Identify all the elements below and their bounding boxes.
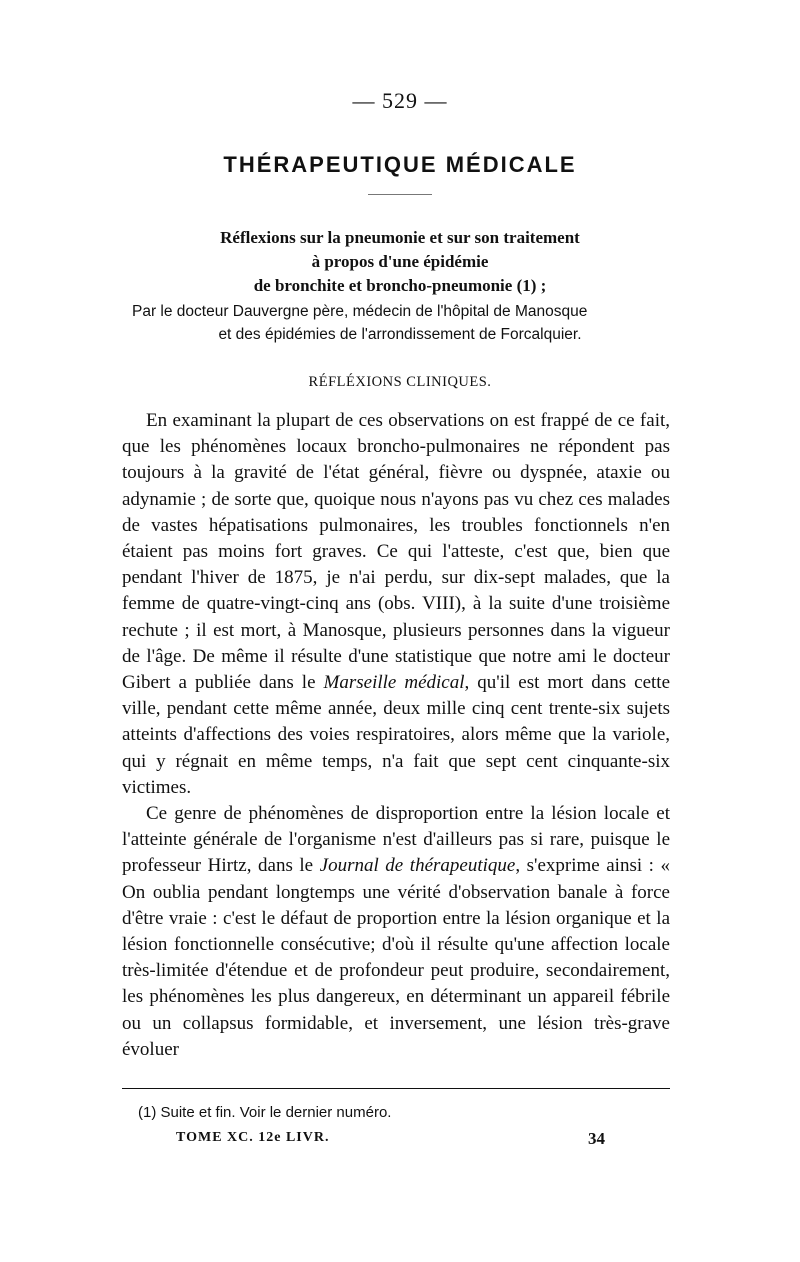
article-title [0,226,800,298]
byline-line: Par le docteur Dauvergne père, médecin de l'hôpital de Manosque [132,303,588,320]
article-title-line: Réflexions sur la pneumonie et sur son traitement [220,228,580,247]
footnote: (1) Suite et fin. Voir le dernier numéro. [138,1104,392,1121]
article-title-line: à propos d'une épidémie [311,252,489,271]
byline [132,300,668,346]
paragraph-text: En examinant la plupart de ces observations on est frappé de ce fait, que les phénomènes locaux broncho-pulmonaires ne répondent pas toujours à la gravité de l'état général, fièvre ou dyspnée, ataxie ou adynamie ; de sorte que, quoique nous n'ayons pas vu chez ces malades de vastes hépatisations pulmonaires, les troubles fonctionnels n'en étaient pas moins fort graves. Ce qui l'atteste, c'est que, bien que pendant l'hiver de 1875, je n'ai perdu, sur dix-sept malades, que la femme de quatre-vingt-cinq ans (obs. VIII), à la suite d'une troisième rechute ; il est mort, à Manosque, plusieurs personnes dans la vigueur de l'âge. De même il résulte d'une statistique que notre ami le docteur Gibert a publiée dans le [122,410,670,694]
body-paragraph [122,408,670,801]
signature-mark: TOME XC. 12e LIVR. [176,1130,330,1145]
article-body [122,408,670,1063]
journal-title: Marseille médical [323,672,465,694]
body-paragraph [122,801,670,1063]
page-number: — 529 — [352,88,448,113]
paragraph-text: Ce genre de phénomènes de disproportion entre la lésion locale et l'atteinte générale de l'organisme n'est d'ailleurs pas si rare, puisque le professeur Hirtz, dans le [122,803,670,877]
byline-line: et des épidémies de l'arrondissement de Forcalquier. [218,326,582,343]
paragraph-text: , qu'il est mort dans cette ville, pendant cette même année, deux mille cinq cent trente-six sujets atteints d'affections des voies respiratoires, alors même que la variole, qui y régnait en même temps, n'a fait que sept cent cinquante-six victimes. [122,672,671,798]
signature-number: 34 [588,1129,605,1148]
title-divider [368,194,432,195]
journal-title: Journal de thérapeutique [319,855,516,877]
footnote-divider [122,1088,670,1089]
section-title: THÉRAPEUTIQUE MÉDICALE [223,152,577,177]
paragraph-text: , s'exprime ainsi : « On oublia pendant longtemps une vérité d'observation banale à force d'être vraie : c'est le défaut de proportion entre la lésion organique et la lésion fonctionnelle consécutive; d'où il résulte qu'une affection locale très-limitée d'étendue et de profondeur peut produire, secondairement, les phénomènes les plus dangereux, en déterminant un appareil fébrile ou un collapsus formidable, et inversement, une lésion très-grave évoluer [122,855,670,1060]
article-title-line: de bronchite et broncho-pneumonie (1) ; [253,276,547,295]
subheading: RÉFLÉXIONS CLINIQUES. [308,374,492,390]
